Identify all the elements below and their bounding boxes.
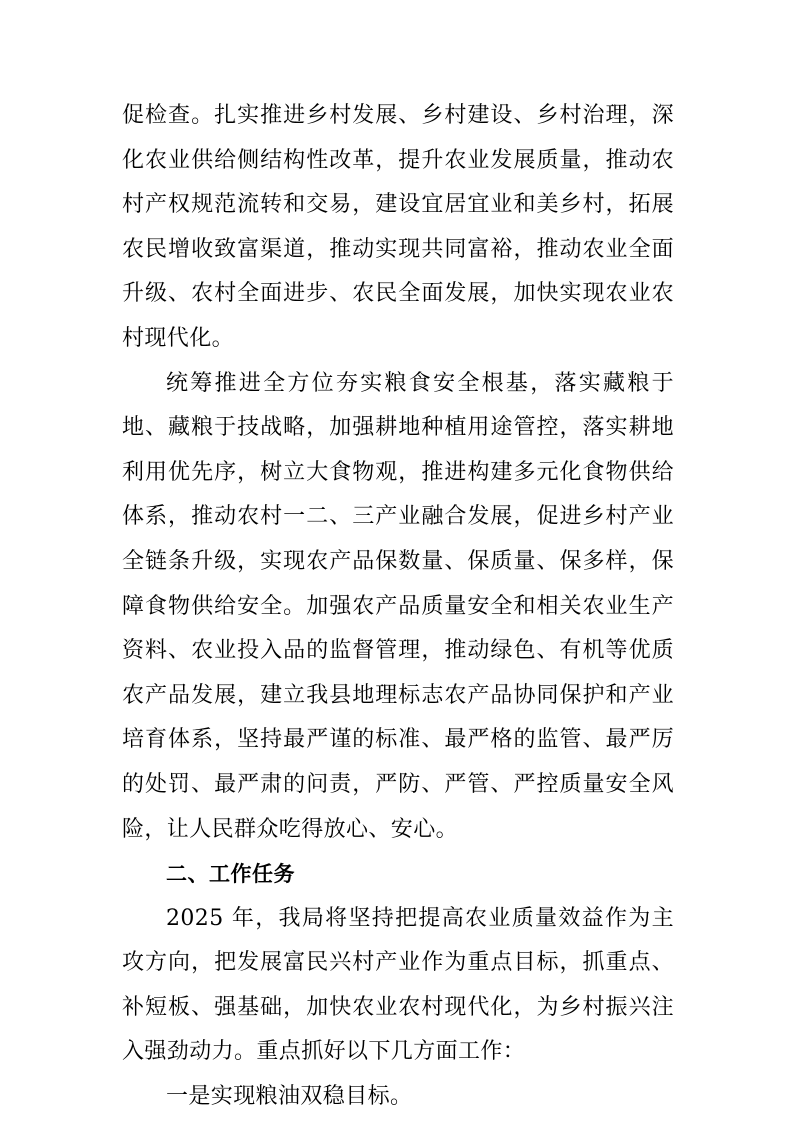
body-paragraph-2: 统筹推进全方位夯实粮食安全根基，落实藏粮于地、藏粮于技战略，加强耕地种植用途管控，落实耕地利用优先序，树立大食物观，推进构建多元化食物供给体系，推动农村一二、三产业融合发展，促进乡村产业全链条升级，实现农产品保数量、保质量、保多样，保障食物供给安全。加强农产品质量安全和相关农业生产资料、农业投入品的监督管理，推动绿色、有机等优质农产品发展，建立我县地理标志农产品协同保护和产业培育体系，坚持最严谨的标准、最严格的监管、最严厉的处罚、最严肃的问责，严防、严管、严控质量安全风险，让人民群众吃得放心、安心。: [122, 370, 674, 842]
body-paragraph-4: 一是实现粮油双稳目标。: [166, 1084, 413, 1110]
body-paragraph-1: 促检查。扎实推进乡村发展、乡村建设、乡村治理，深化农业供给侧结构性改革，提升农业发展质量，推动农村产权规范流转和交易，建设宜居宜业和美乡村，拓展农民增收致富渠道，推动实现共同富裕，推动农业全面升级、农村全面进步、农民全面发展，加快实现农业农村现代化。: [122, 103, 674, 351]
section-heading-work-tasks: 二、工作任务: [166, 862, 295, 887]
body-paragraph-3: 2025 年，我局将坚持把提高农业质量效益作为主攻方向，把发展富民兴村产业作为重点目标，抓重点、补短板、强基础，加快农业农村现代化，为乡村振兴注入强劲动力。重点抓好以下几方面工作：: [122, 905, 674, 1065]
document-body: [122, 94, 674, 1120]
